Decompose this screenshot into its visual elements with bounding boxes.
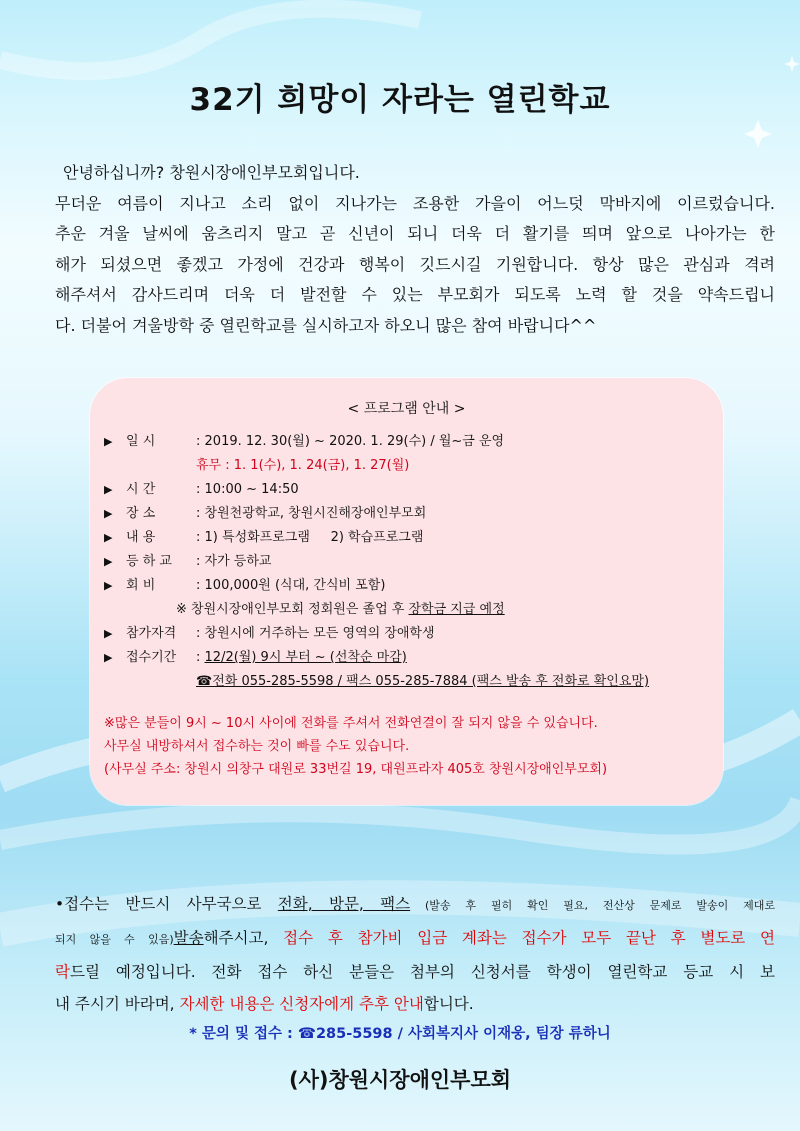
registration-span: (발송 후 필히 확인 필요, 전산상 문제로 발송이 제대로 — [410, 899, 775, 912]
row-label: 시 간 — [126, 482, 156, 497]
registration-line — [55, 988, 775, 1020]
star-icon — [784, 56, 800, 72]
program-notes — [104, 712, 607, 781]
row-colon: : — [196, 554, 201, 569]
registration-span: 내 주시기 바라며, — [55, 995, 180, 1013]
row-colon: : — [196, 482, 201, 497]
intro-line: 다. 더불어 겨울방학 중 열린학교를 실시하고자 하오니 많은 참여 바랍니다^^ — [55, 315, 597, 335]
row-value: 창원시에 거주하는 모든 영역의 장애학생 — [204, 626, 435, 641]
intro-line: 해가 되셨으면 좋겠고 가정에 건강과 행복이 깃드시길 기원합니다. 항상 많은 관심과 격려 — [55, 254, 775, 274]
intro-line: 해주셔서 감사드리며 더욱 더 발전할 수 있는 부모회가 되도록 노력 할 것을 약속드립니 — [55, 285, 775, 304]
row-colon: : — [196, 434, 201, 449]
program-box-title: < 프로그램 안내 > — [347, 401, 466, 417]
scholarship-row — [104, 598, 649, 622]
phone-fax-row: ☎전화 055-285-5598 / 팩스 055-285-7884 (팩스 발송 후 전화로 확인요망) — [196, 674, 650, 689]
arrow-icon: ▶ — [104, 555, 113, 568]
registration-span: 드릴 예정입니다. 전화 접수 하신 분들은 첨부의 신청서를 학생이 열린학교 등교 시 보 — [69, 963, 775, 981]
program-row-eligibility — [104, 622, 649, 646]
row-value: 자가 등하교 — [204, 554, 272, 569]
row-colon: : — [196, 578, 201, 593]
row-label: 장 소 — [126, 506, 156, 521]
registration-span: 접수 후 참가비 입금 계좌는 접수가 모두 끝난 후 별도로 연 — [283, 929, 775, 947]
holiday-row: 휴무 : 1. 1(수), 1. 24(금), 1. 27(월) — [196, 458, 410, 473]
program-row-content — [104, 526, 649, 550]
program-info-box — [90, 378, 723, 805]
registration-text — [55, 888, 775, 1020]
registration-line — [55, 956, 775, 988]
note-line: (사무실 주소: 창원시 의창구 대원로 33번길 19, 대원프라자 405호 창원시장애인부모회) — [104, 762, 608, 777]
row-value: 창원천광학교, 창원시진해장애인부모회 — [204, 506, 427, 521]
row-value: 1) 특성화프로그램 2) 학습프로그램 — [204, 530, 424, 545]
row-value: 2019. 12. 30(월) ~ 2020. 1. 29(수) / 월~금 운영 — [204, 434, 505, 449]
arrow-icon: ▶ — [104, 483, 113, 496]
program-row-place — [104, 502, 649, 526]
intro-line: 안녕하십니까? 창원시장애인부모회입니다. — [63, 163, 360, 182]
arrow-icon: ▶ — [104, 651, 113, 664]
registration-span: 해주시고, — [203, 929, 284, 947]
registration-span: 자세한 내용은 신청자에게 추후 안내 — [179, 995, 424, 1013]
program-row-time — [104, 478, 649, 502]
arrow-icon: ▶ — [104, 579, 113, 592]
program-row-period — [104, 646, 649, 670]
scholarship-text: ※ 창원시장애인부모회 정회원은 졸업 후 — [176, 602, 409, 617]
program-rows — [104, 430, 649, 694]
intro-line: 추운 겨울 날씨에 움츠리지 말고 곧 신년이 되니 더욱 더 활기를 띄며 앞으로 나아가는 한 — [55, 224, 775, 243]
program-row-fee — [104, 574, 649, 598]
organization-name: (사)창원시장애인부모회 — [288, 1068, 512, 1092]
row-colon: : — [196, 530, 201, 545]
row-colon: : — [196, 506, 201, 521]
row-colon: : — [196, 626, 201, 641]
registration-line — [55, 888, 775, 922]
registration-span: 발송 — [173, 929, 204, 947]
registration-span: 전화, 방문, 팩스 — [277, 895, 411, 913]
arrow-icon: ▶ — [104, 507, 113, 520]
arrow-icon: ▶ — [104, 627, 113, 640]
row-value: 12/2(월) 9시 부터 ~ (선착순 마감) — [204, 650, 407, 665]
note-line: ※많은 분들이 9시 ~ 10시 사이에 전화를 주셔서 전화연결이 잘 되지 않을 수 있습니다. — [104, 716, 598, 731]
page-title: 32기 희망이 자라는 열린학교 — [189, 82, 611, 118]
arrow-icon: ▶ — [104, 435, 113, 448]
row-label: 참가자격 — [126, 626, 177, 641]
registration-span: 합니다. — [423, 995, 474, 1013]
intro-text — [55, 158, 775, 341]
row-label: 일 시 — [126, 434, 156, 449]
registration-span: 락 — [55, 963, 70, 981]
program-row-date — [104, 430, 649, 454]
registration-line — [55, 922, 775, 956]
registration-span: 되지 않을 수 있음) — [55, 933, 174, 946]
row-label: 회 비 — [126, 578, 156, 593]
star-icon — [744, 120, 772, 148]
row-colon: : — [196, 650, 201, 665]
row-label: 접수기간 — [126, 650, 177, 665]
intro-line: 무더운 여름이 지나고 소리 없이 지나가는 조용한 가을이 어느덧 막바지에 이르렀습니다. — [55, 193, 775, 213]
bullet-icon: • — [55, 895, 65, 913]
row-value: 10:00 ~ 14:50 — [204, 482, 299, 497]
contact-info: * 문의 및 접수 : ☎285-5598 / 사회복지사 이재웅, 팀장 류하니 — [189, 1026, 611, 1042]
registration-span: 접수는 반드시 사무국으로 — [64, 895, 278, 913]
row-label: 등 하 교 — [126, 554, 172, 569]
note-line: 사무실 내방하셔서 접수하는 것이 빠를 수도 있습니다. — [104, 739, 410, 754]
row-label: 내 용 — [126, 530, 156, 545]
row-value: 100,000원 (식대, 간식비 포함) — [204, 578, 386, 593]
program-row-commute — [104, 550, 649, 574]
scholarship-underlined: 장학금 지급 예정 — [408, 602, 505, 617]
arrow-icon: ▶ — [104, 531, 113, 544]
